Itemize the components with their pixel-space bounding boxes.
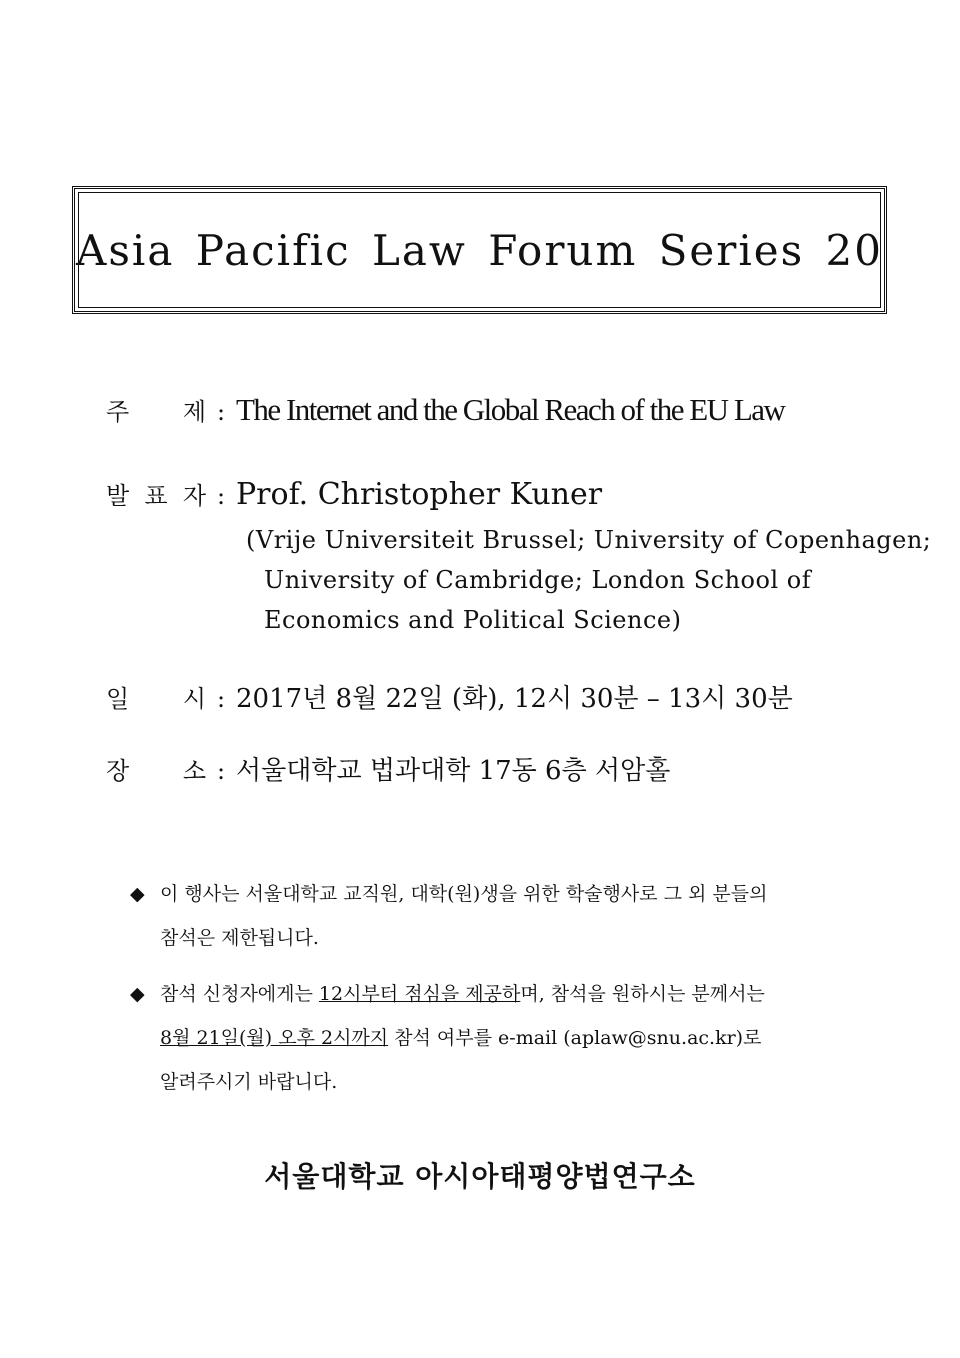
- affiliation-line: (Vrije Universiteit Brussel; University of Copenhagen;: [246, 526, 932, 554]
- place-label-char: 소: [182, 757, 206, 785]
- page-title: Asia Pacific Law Forum Series 20: [76, 225, 883, 275]
- place-colon: :: [216, 757, 226, 785]
- notice-text: 이 행사는 서울대학교 교직원, 대학(원)생을 위한 학술행사로 그 외 분들의: [160, 883, 768, 905]
- topic-label: [106, 392, 206, 427]
- speaker-affiliation: [246, 520, 931, 640]
- place-value: 서울대학교 법과대학 17동 6층 서암홀: [236, 756, 671, 786]
- speaker-label-char: 자: [182, 482, 206, 510]
- place-label: [106, 751, 206, 786]
- notice-text: 참석 신청자에게는: [160, 983, 319, 1005]
- datetime-label-char: 시: [182, 685, 206, 713]
- diamond-bullet-icon: ◆: [130, 883, 145, 905]
- topic-label-char: 제: [182, 398, 206, 426]
- topic-label-char: 주: [106, 398, 130, 426]
- title-box: [72, 186, 887, 314]
- datetime-colon: :: [216, 685, 226, 713]
- datetime-value: 2017년 8월 22일 (화), 12시 30분 – 13시 30분: [236, 684, 793, 714]
- speaker-colon: :: [216, 482, 226, 510]
- organizer-name: 서울대학교 아시아태평양법연구소: [264, 1160, 696, 1193]
- lunch-notice-underlined: 12시부터 점심을 제공하: [318, 983, 521, 1005]
- datetime-label: [106, 679, 206, 714]
- affiliation-line: Economics and Political Science): [264, 606, 682, 634]
- notice-text: 알려주시기 바랍니다.: [160, 1071, 338, 1093]
- notice-2-line: [130, 1016, 900, 1060]
- notice-text: 며, 참석을 원하시는 분께서는: [520, 983, 765, 1005]
- affiliation-line: University of Cambridge; London School of: [264, 566, 812, 594]
- datetime-label-char: 일: [106, 685, 130, 713]
- notice-1-line: [130, 872, 900, 916]
- notice-text: 참석은 제한됩니다.: [160, 927, 319, 949]
- notice-1: [130, 872, 900, 960]
- diamond-bullet-icon: ◆: [130, 983, 145, 1005]
- speaker-row: [106, 476, 602, 512]
- place-label-char: 장: [106, 757, 130, 785]
- speaker-name: Prof. Christopher Kuner: [236, 477, 603, 512]
- speaker-label-char: 발: [106, 482, 130, 510]
- topic-value: The Internet and the Global Reach of the EU Law: [236, 392, 785, 427]
- notice-text: 참석 여부를 e-mail (aplaw@snu.ac.kr)로: [388, 1027, 762, 1049]
- notice-2-line: [130, 972, 900, 1016]
- deadline-underlined: 8월 21일(월) 오후 2시까지: [160, 1027, 389, 1049]
- speaker-label: [106, 476, 206, 511]
- datetime-row: [106, 678, 793, 715]
- topic-colon: :: [216, 398, 226, 426]
- place-row: [106, 750, 670, 787]
- notice-2: [130, 972, 900, 1104]
- topic-row: [106, 392, 784, 428]
- speaker-label-char: 표: [144, 482, 168, 510]
